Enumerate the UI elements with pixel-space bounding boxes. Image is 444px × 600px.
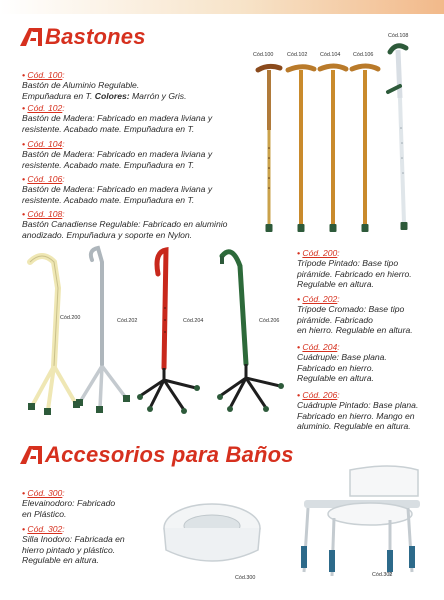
tripod-entry: • Cód. 206: Cuádruple Pintado: Base plana. Fabricado en hierro. Mango en aluminio. Regulable en altura.: [297, 390, 442, 432]
tripod-code: Cód. 202: [302, 294, 338, 304]
bullet-icon: •: [297, 248, 303, 258]
bullet-icon: •: [297, 294, 303, 304]
tripod-description-line: Cuádruple Pintado: Base plana.: [297, 400, 419, 411]
image-code-200: Cód.200: [60, 315, 81, 321]
cane-description-line: Bastón de Madera: Fabricado en madera liviana y: [22, 149, 213, 160]
brand-logo-icon: [20, 28, 42, 46]
section-title-banos: Accesorios para Baños: [45, 442, 294, 467]
cane-description-line: Bastón de Madera: Fabricado en madera liviana y: [22, 113, 213, 124]
bath-code: Cód. 302: [27, 524, 63, 534]
tripod-description-line: Cuádruple: Base plana.: [297, 352, 387, 363]
bath-entry: • Cód. 300: Elevainodoro: Fabricado en Plástico.: [22, 488, 157, 519]
bullet-icon: •: [297, 390, 303, 400]
cane-description-line: resistente. Acabado mate. Empuñadura en T.: [22, 194, 195, 205]
bullet-icon: •: [297, 342, 303, 352]
cane-entry: • Cód. 100: Bastón de Aluminio Regulable. Empuñadura en T. Colores: Marrón y Gris.: [22, 70, 257, 101]
image-code-300: Cód.300: [235, 575, 256, 581]
bath-description-line: en Plástico.: [22, 508, 67, 519]
cane-code: Cód. 100: [27, 70, 63, 80]
cane-108-image: [388, 46, 408, 230]
tripod-code: Cód. 206: [302, 390, 338, 400]
cane-entry: • Cód. 108: Bastón Canadiense Regulable: Fabricado en aluminio anodizado. Empuñadura y soporte en Nylon.: [22, 209, 257, 240]
image-code-108: Cód.108: [388, 33, 409, 39]
cane-description-line: Empuñadura en T. Colores: Marrón y Gris.: [22, 90, 187, 101]
toilet-riser-image: [160, 488, 265, 574]
cane-description-line: Bastón Canadiense Regulable: Fabricado en aluminio: [22, 219, 228, 230]
tripod-entry: • Cód. 202: Trípode Cromado: Base tipo pirámide. Fabricado en hierro. Regulable en altura.: [297, 294, 442, 336]
bullet-icon: •: [22, 209, 28, 219]
colors-label: Colores:: [94, 90, 130, 101]
tripod-description-line: Fabricado en hierro. Mango en: [297, 410, 415, 421]
bath-description-line: Elevainodoro: Fabricado: [22, 498, 116, 509]
image-code-202: Cód.202: [117, 318, 138, 324]
cane-description-line: resistente. Acabado mate. Empuñadura en T.: [22, 123, 195, 134]
image-code-102: Cód.102: [287, 52, 308, 58]
cane-code: Cód. 104: [27, 139, 63, 149]
quad-206-image: [217, 252, 284, 412]
tripod-description-line: pirámide. Fabricado: [297, 314, 373, 325]
tripod-description-line: Regulable en altura.: [297, 373, 374, 384]
brand-logo-icon: [20, 446, 42, 464]
cane-104-image: [320, 66, 346, 232]
cane-entry: • Cód. 102: Bastón de Madera: Fabricado en madera liviana y resistente. Acabado mate. Empuñadura en T.: [22, 103, 257, 134]
tripod-code: Cód. 204: [302, 342, 338, 352]
image-code-206: Cód.206: [259, 318, 280, 324]
quad-204-image: [137, 250, 200, 414]
cane-description-line: resistente. Acabado mate. Empuñadura en T.: [22, 159, 195, 170]
canes-illustration: [250, 58, 430, 248]
bath-description-line: Silla Inodoro: Fabricada en: [22, 534, 125, 545]
cane-entry: • Cód. 104: Bastón de Madera: Fabricado en madera liviana y resistente. Acabado mate. Empuñadura en T.: [22, 139, 257, 170]
cane-code: Cód. 108: [27, 209, 63, 219]
tripod-description-line: en hierro. Regulable en altura.: [297, 325, 413, 336]
bath-description-line: hierro pintado y plástico.: [22, 544, 116, 555]
cane-106-image: [352, 66, 378, 232]
tripods-illustration: [18, 248, 290, 420]
tripod-description-line: Trípode Pintado: Base tipo: [297, 258, 399, 269]
commode-chair-image: [290, 462, 436, 578]
bullet-icon: •: [22, 488, 28, 498]
cane-102-image: [288, 67, 314, 232]
image-code-104: Cód.104: [320, 52, 341, 58]
cane-description-line: anodizado. Empuñadura y soporte en Nylon.: [22, 229, 193, 240]
cane-description-line: Bastón de Aluminio Regulable.: [22, 80, 140, 91]
tripod-202-image: [76, 248, 130, 413]
tripod-entry: • Cód. 200: Trípode Pintado: Base tipo pirámide. Fabricado en hierro. Regulable en altura.: [297, 248, 442, 290]
tripod-code: Cód. 200: [302, 248, 338, 258]
bullet-icon: •: [22, 70, 28, 80]
header-band: [0, 0, 444, 14]
bullet-icon: •: [22, 174, 28, 184]
bath-entry: • Cód. 302: Silla Inodoro: Fabricada en hierro pintado y plástico. Regulable en altura.: [22, 524, 157, 566]
tripod-entry: • Cód. 204: Cuádruple: Base plana. Fabricado en hierro. Regulable en altura.: [297, 342, 442, 384]
image-code-204: Cód.204: [183, 318, 204, 324]
bath-code: Cód. 300: [27, 488, 63, 498]
cane-description-line: Bastón de Madera: Fabricado en madera liviana y: [22, 184, 213, 195]
image-code-100: Cód.100: [253, 52, 274, 58]
image-code-106: Cód.106: [353, 52, 374, 58]
image-code-302: Cód.302: [372, 572, 393, 578]
tripod-200-image: [28, 256, 80, 415]
bath-description-line: Regulable en altura.: [22, 555, 99, 566]
tripod-description-line: pirámide. Fabricado en hierro.: [297, 268, 412, 279]
section-title-bastones: Bastones: [45, 24, 146, 49]
tripod-description-line: aluminio. Regulable en altura.: [297, 421, 411, 432]
tripod-description-line: Regulable en altura.: [297, 279, 374, 290]
cane-code: Cód. 106: [27, 174, 63, 184]
bullet-icon: •: [22, 103, 28, 113]
cane-100-image: [258, 66, 280, 232]
tripod-description-line: Trípode Cromado: Base tipo: [297, 304, 405, 315]
bullet-icon: •: [22, 524, 28, 534]
tripod-description-line: Fabricado en hierro.: [297, 362, 374, 373]
cane-code: Cód. 102: [27, 103, 63, 113]
bullet-icon: •: [22, 139, 28, 149]
cane-entry: • Cód. 106: Bastón de Madera: Fabricado en madera liviana y resistente. Acabado mate. Empuñadura en T.: [22, 174, 257, 205]
